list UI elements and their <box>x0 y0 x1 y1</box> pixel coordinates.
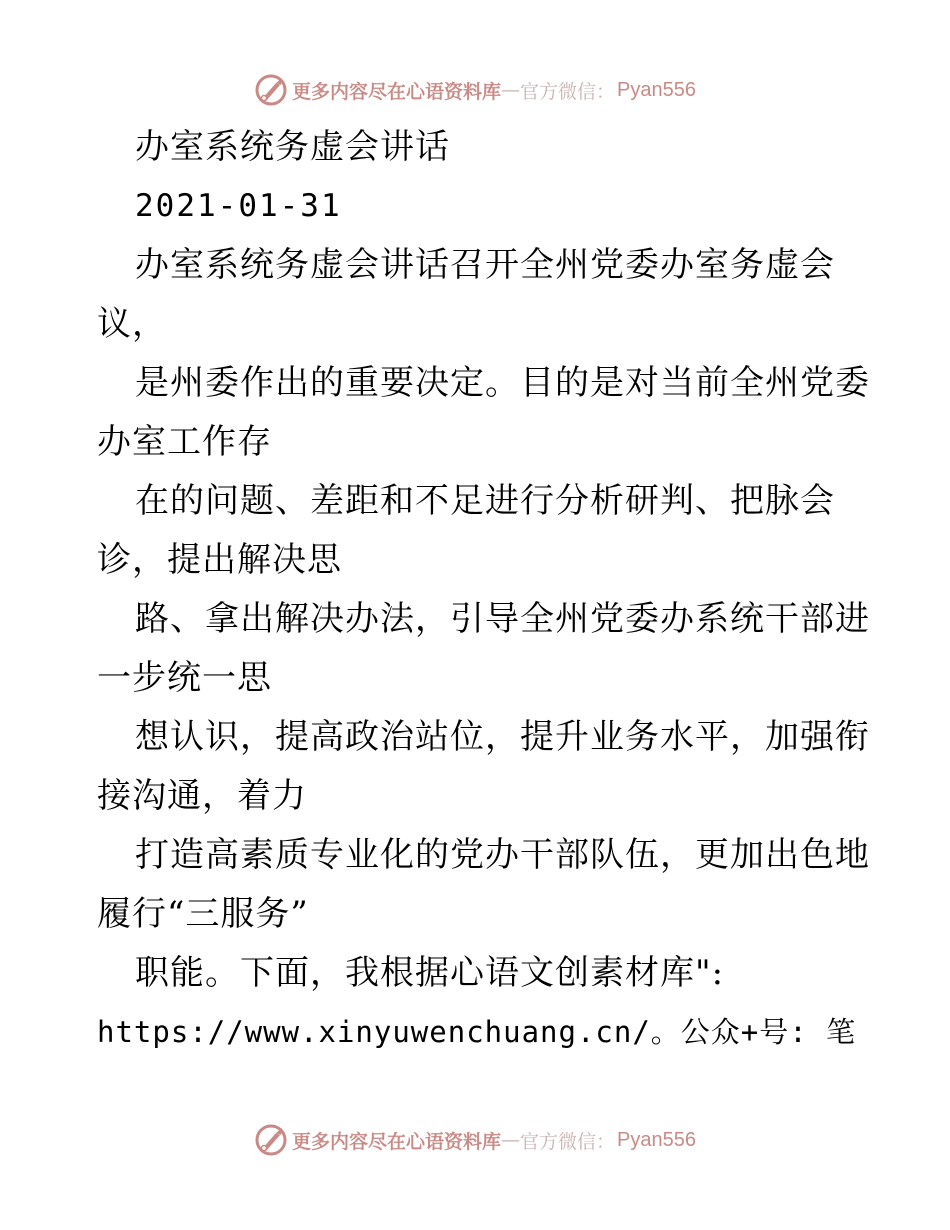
watermark-text: 更多内容尽在心语资料库 <box>292 1130 502 1153</box>
paragraph-line: 在的问题、差距和不足进行分析研判、把脉会 <box>135 481 835 521</box>
watermark-wechat-id: Pyan556 <box>617 1128 696 1151</box>
watermark-dash: — <box>501 79 521 101</box>
document-date: 2021-01-31 <box>135 188 342 224</box>
watermark-wechat-label: 官方微信： <box>520 1130 616 1153</box>
paragraph-line: 是州委作出的重要决定。目的是对当前全州党委 <box>135 363 870 403</box>
paragraph-line: 办室系统务虚会讲话召开全州党委办室务虚会 <box>135 245 835 285</box>
watermark-wechat-id: Pyan556 <box>617 78 696 101</box>
paragraph-line: 诊，提出解决思 <box>97 540 342 580</box>
quill-logo-icon <box>254 73 288 107</box>
paragraph-line: 履行“三服务” <box>97 894 309 934</box>
paragraph-line: 办室工作存 <box>97 422 272 462</box>
document-body <box>97 118 870 1062</box>
paragraph-line: 接沟通，着力 <box>97 776 307 816</box>
quill-logo-icon <box>254 1123 288 1157</box>
watermark-dash: — <box>501 1129 521 1151</box>
watermark-banner-bottom <box>0 1120 950 1160</box>
document-title: 办室系统务虚会讲话 <box>135 127 450 167</box>
paragraph-line: 议， <box>97 304 167 344</box>
watermark-text: 更多内容尽在心语资料库 <box>292 80 502 103</box>
paragraph-line: 路、拿出解决办法，引导全州党委办系统干部进 <box>135 599 870 639</box>
paragraph-line-url: https://www.xinyuwenchuang.cn/。公众+号: 笔 <box>97 1015 857 1049</box>
watermark-wechat-label: 官方微信： <box>520 80 616 103</box>
paragraph-line: 打造高素质专业化的党办干部队伍，更加出色地 <box>135 835 870 875</box>
watermark-banner-top <box>0 70 950 110</box>
paragraph-line: 想认识，提高政治站位，提升业务水平，加强衔 <box>135 717 870 757</box>
paragraph-line: 一步统一思 <box>97 658 272 698</box>
paragraph-line: 职能。下面，我根据心语文创素材库": <box>135 953 725 993</box>
